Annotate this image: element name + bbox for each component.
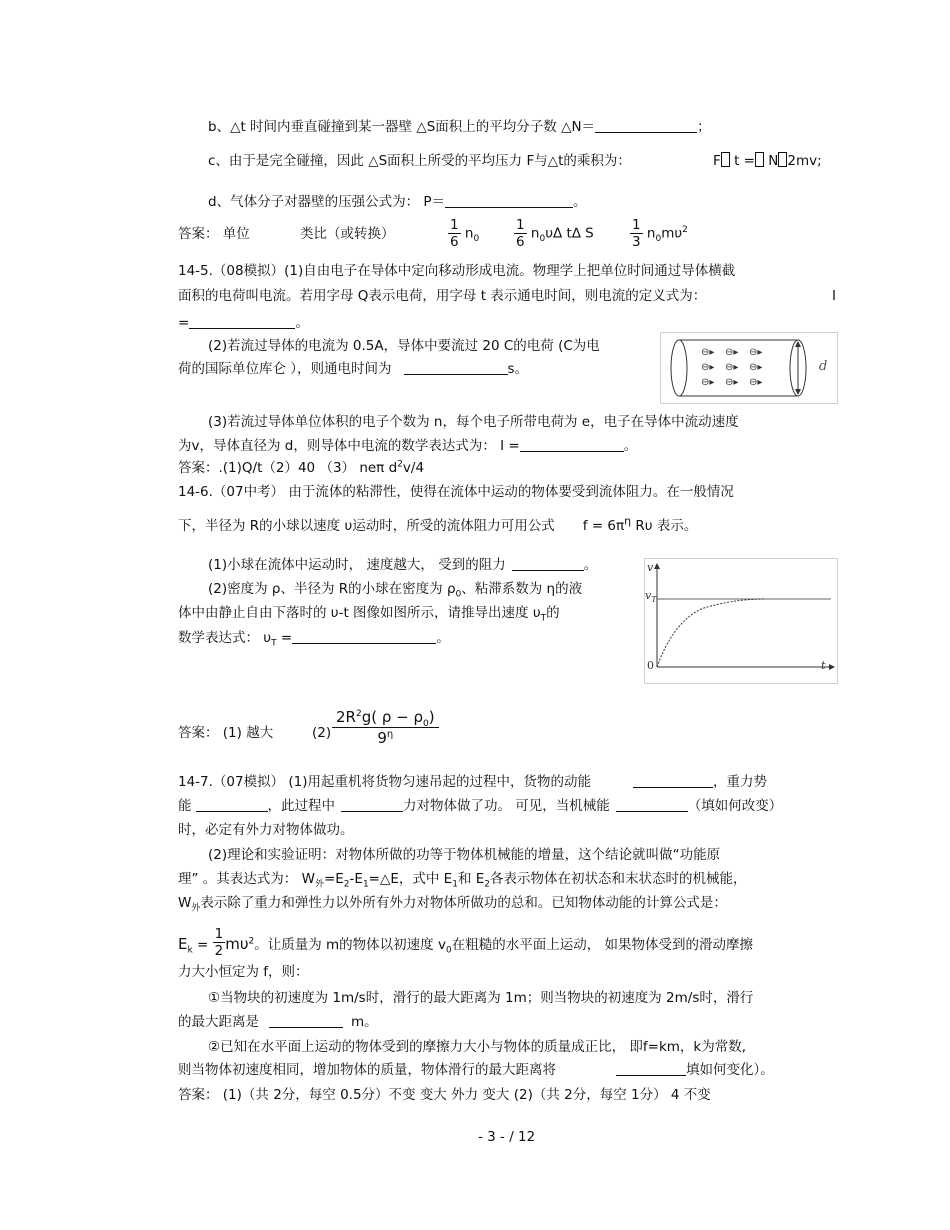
q145-line3: = 。 — [178, 315, 309, 331]
answer-3-num: (2) — [312, 725, 332, 741]
line-c: c、由于是完全碰撞，因此 △S面积上所受的平均压力 F与△t的乘积为： — [208, 153, 631, 169]
electron-arrows — [701, 347, 762, 388]
q147-line11: ②已知在水平面上运动的物体受到的摩擦力大小与物体的质量成正比， 即f=km，k为常数, — [208, 1039, 747, 1055]
q146-line3: (1)小球在流体中运动时， 速度越大， 受到的阻力 。 — [208, 557, 598, 573]
svg-text:⊖▸: ⊖▸ — [749, 362, 763, 373]
q145-line1: 14-5.（08模拟）(1)自由电子在导体中定向移动形成电流。物理学上把单位时间通过导体横截 — [178, 263, 736, 279]
blank-time[interactable] — [404, 360, 508, 375]
svg-text:⊖▸: ⊖▸ — [701, 377, 715, 388]
q145-line2-I: I — [832, 288, 836, 304]
graph-origin: 0 — [647, 659, 654, 672]
blank-terminal-velocity[interactable] — [292, 629, 436, 644]
blank-d[interactable] — [445, 193, 573, 208]
q147-line2: 能 ，此过程中 力对物体做了功。 可见，当机械能 （填如何改变） — [178, 798, 783, 814]
box-glyph — [755, 152, 764, 167]
svg-text:⊖▸: ⊖▸ — [701, 362, 715, 373]
answer-1-analogy: 类比（或转换） — [300, 226, 395, 242]
svg-text:⊖▸: ⊖▸ — [725, 347, 739, 358]
q147-line6: $W_外$表示除了重力和弹性力以外所有外力对物体所做功的总和。已知物体动能的计算公式是： — [178, 895, 727, 914]
q146-line2: 下，半径为 R的小球以速度 υ运动时，所受的流体阻力可用公式 $f = 6\pi^\eta$ Rυ 表示。 — [178, 514, 698, 534]
q147-line5: 理” 。其表达式为： $W_外=E_2-E_1=\triangle E$，式中 $E_1$和 $E_2$各表示物体在初状态和末状态时的机械能， — [178, 871, 747, 890]
svg-text:⊖▸: ⊖▸ — [701, 347, 715, 358]
conductor-figure — [660, 332, 838, 404]
blank-kinetic-energy[interactable] — [633, 773, 713, 788]
blank-resistance[interactable] — [512, 556, 584, 571]
q145-line7: 为v，导体直径为 d，则导体中电流的数学表达式为： I = 。 — [178, 438, 638, 454]
q146-line5: 体中由静止自由下落时的 υ-t 图像如图所示，请推导出速度 $\upsilon_T$的 — [178, 605, 560, 624]
q147-line12: 则当物体初速度相同，增加物体的质量，物体滑行的最大距离将 填如何变化）。 — [178, 1062, 774, 1078]
graph-x-label: t — [821, 659, 826, 672]
graph-vt-label: $v_T$ — [645, 589, 657, 605]
answer-1-label: 答案： 单位 — [178, 226, 250, 242]
blank-max-distance[interactable] — [269, 1013, 343, 1028]
q147-line9: ①当物块的初速度为 1m/s时，滑行的最大距离为 1m；则当物块的初速度为 2m/s时，滑行 — [208, 990, 754, 1006]
q147-line10: 的最大距离是 m。 — [178, 1014, 378, 1030]
blank-potential-energy[interactable] — [196, 797, 268, 812]
blank-b[interactable] — [595, 118, 697, 133]
blank-mechanical-energy[interactable] — [616, 797, 688, 812]
page-number: - 3 - / 12 — [478, 1129, 536, 1145]
q145-line5: 荷的国际单位库仑 ），则通电时间为 s。 — [178, 361, 529, 377]
conductor-diagram — [661, 333, 837, 403]
blank-force[interactable] — [341, 797, 403, 812]
q146-line1: 14-6.（07中考） 由于流体的粘滞性，使得在流体中运动的物体要受到流体阻力。在一般情况 — [178, 484, 734, 500]
svg-text:⊖▸: ⊖▸ — [749, 377, 763, 388]
blank-current-expression[interactable] — [520, 437, 624, 452]
graph-y-label: v — [647, 561, 654, 574]
svg-text:⊖▸: ⊖▸ — [749, 347, 763, 358]
answer-2: 答案：.(1)Q/t（2）40 （3） neπ $d^2v/4$ — [178, 459, 425, 476]
line-b: b、△t 时间内垂直碰撞到某一器壁 △S面积上的平均分子数 △N＝ ； — [208, 119, 711, 135]
velocity-time-graph — [644, 558, 838, 684]
answer-4: 答案： (1)（共 2分，每空 0.5分）不变 变大 外力 变大 (2)（共 2分，每空 1分） 4 不变 — [178, 1087, 711, 1103]
blank-distance-change[interactable] — [616, 1061, 686, 1076]
answer-1-frac3: $\frac{1}{3}$ $n_0m\upsilon^2$ — [632, 217, 688, 250]
answer-1-frac1: $\frac{1}{6}$ $n_0$ — [450, 217, 480, 250]
q147-line8: 力大小恒定为 f，则： — [178, 964, 309, 980]
svg-text:⊖▸: ⊖▸ — [725, 362, 739, 373]
q145-line6: (3)若流过导体单位体积的电子个数为 n，每个电子所带电荷为 e，电子在导体中流动速度 — [208, 414, 739, 430]
diameter-label: d — [819, 359, 828, 374]
q146-line4: (2)密度为 ρ、半径为 R的小球在密度为 $\rho_0$、粘滞系数为 η的液 — [208, 581, 583, 600]
blank-current-definition[interactable] — [189, 314, 295, 329]
q145-line2: 面积的电荷叫电流。若用字母 Q表示电荷，用字母 t 表示通电时间，则电流的定义式为： — [178, 288, 707, 304]
q147-line3: 时，必定有外力对物体做功。 — [178, 822, 354, 838]
q147-line1: 14-7.（07模拟） (1)用起重机将货物匀速吊起的过程中，货物的动能 ，重力势 — [178, 774, 768, 790]
answer-1-frac2: $\frac{1}{6}$ $n_0\upsilon\Delta$ t∆ S — [516, 217, 594, 250]
svg-text:⊖▸: ⊖▸ — [725, 377, 739, 388]
q147-line4: (2)理论和实验证明：对物体所做的功等于物体机械能的增量，这个结论就叫做“功能原 — [208, 847, 721, 863]
answer-3-label: 答案： (1) 越大 — [178, 725, 274, 741]
q145-line4: (2)若流过导体的电流为 0.5A，导体中要流过 20 C的电荷 (C为电 — [208, 338, 600, 354]
answer-3-formula: $\frac{2R^2g( \rho - \rho_0)}{9^\eta}$ — [332, 709, 439, 746]
line-c-formula: F t = N 2mv; — [713, 153, 822, 169]
q146-line6: 数学表达式： $\upsilon_T$ = 。 — [178, 630, 450, 649]
vt-graph-svg — [645, 559, 837, 683]
line-d: d、气体分子对器壁的压强公式为： P＝ 。 — [208, 194, 587, 210]
q147-line7: $E_k$ = $\frac{1}{2}$ $m\upsilon^2$。让质量为 m的物体以初速度 $v_0$在粗糙的水平面上运动， 如果物体受到的滑动摩擦 — [178, 926, 753, 959]
box-glyph — [721, 152, 730, 167]
